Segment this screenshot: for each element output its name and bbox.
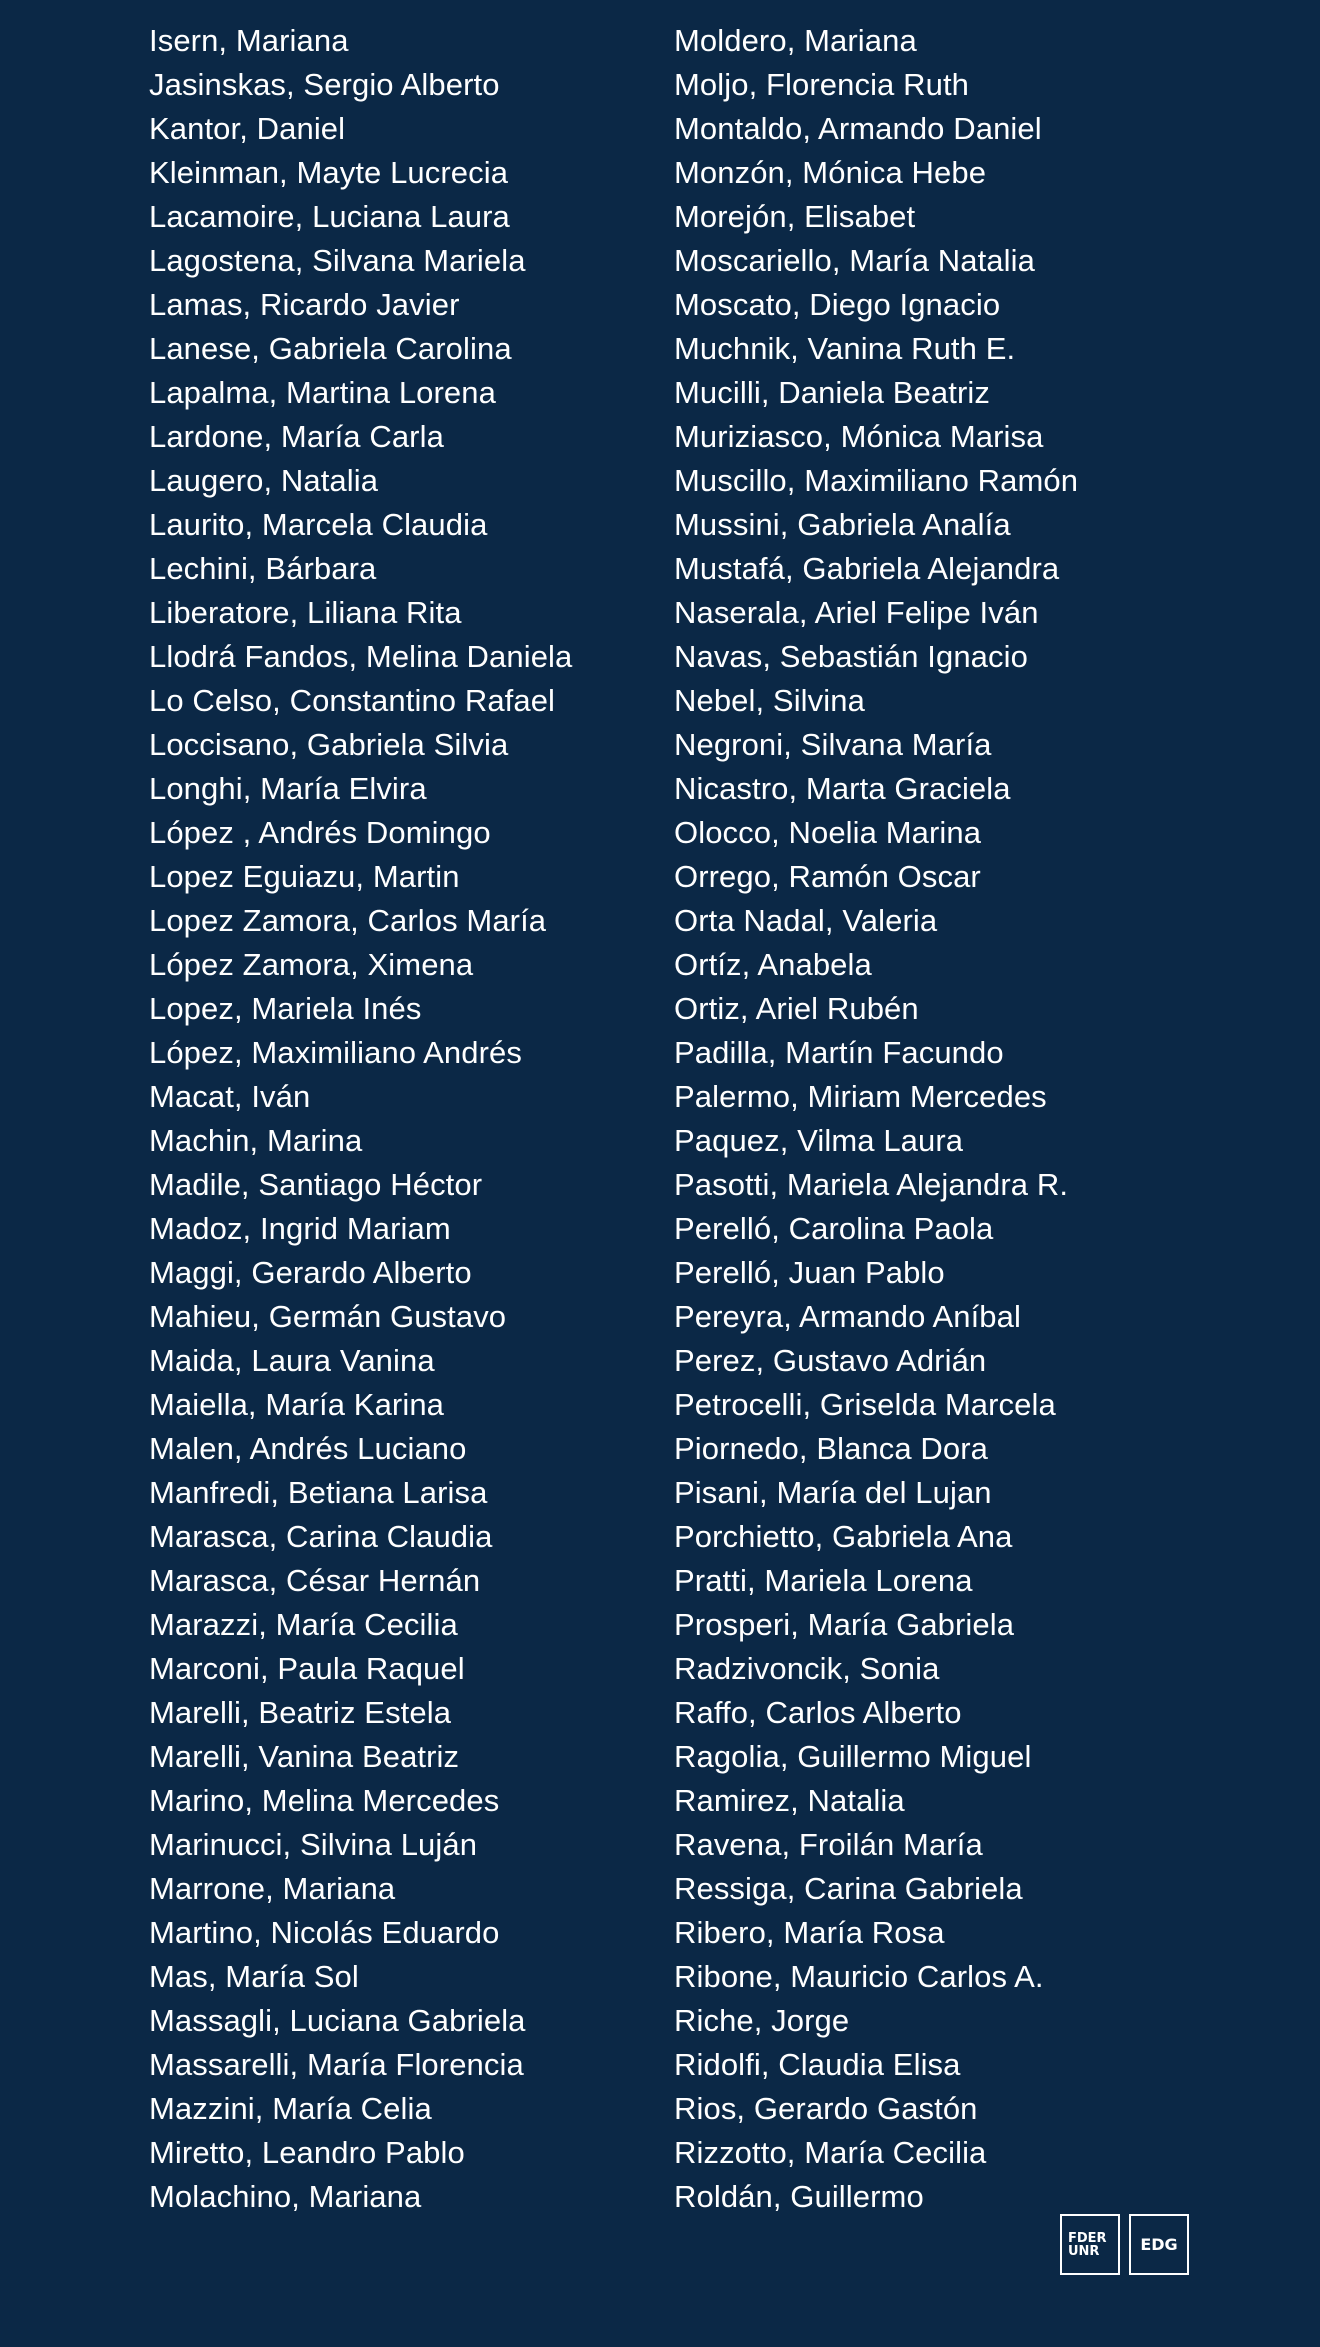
name-entry: Ortíz, Anabela — [674, 947, 872, 982]
unr-logo-text: UNR — [1068, 2243, 1100, 2259]
name-entry: Ortiz, Ariel Rubén — [674, 991, 919, 1026]
name-entry: Kantor, Daniel — [149, 111, 346, 146]
name-entry: Rios, Gerardo Gastón — [674, 2091, 978, 2126]
name-entry: Marrone, Mariana — [149, 1871, 396, 1906]
name-entry: Kleinman, Mayte Lucrecia — [149, 155, 509, 190]
name-entry: López , Andrés Domingo — [149, 815, 491, 850]
name-entry: Orrego, Ramón Oscar — [674, 859, 981, 894]
name-entry: Navas, Sebastián Ignacio — [674, 639, 1028, 674]
name-entry: Isern, Mariana — [149, 23, 349, 58]
name-entry: Marelli, Vanina Beatriz — [149, 1739, 460, 1774]
name-entry: Molachino, Mariana — [149, 2179, 422, 2214]
fder-logo-text: FDER — [1068, 2230, 1107, 2246]
name-entry: Perelló, Juan Pablo — [674, 1255, 945, 1290]
name-entry: Miretto, Leandro Pablo — [149, 2135, 465, 2170]
name-entry: Montaldo, Armando Daniel — [674, 111, 1042, 146]
name-entry: Lopez Eguiazu, Martin — [149, 859, 460, 894]
name-entry: Lanese, Gabriela Carolina — [149, 331, 512, 366]
name-entry: Maiella, María Karina — [149, 1387, 444, 1422]
name-entry: Olocco, Noelia Marina — [674, 815, 982, 850]
name-entry: Llodrá Fandos, Melina Daniela — [149, 639, 573, 674]
name-entry: Roldán, Guillermo — [674, 2179, 924, 2214]
name-entry: Mahieu, Germán Gustavo — [149, 1299, 507, 1334]
name-entry: Moscariello, María Natalia — [674, 243, 1035, 278]
name-entry: Jasinskas, Sergio Alberto — [149, 67, 500, 102]
name-entry: Marino, Melina Mercedes — [149, 1783, 500, 1818]
name-entry: Mas, María Sol — [149, 1959, 359, 1994]
name-entry: Ragolia, Guillermo Miguel — [674, 1739, 1032, 1774]
name-entry: Massagli, Luciana Gabriela — [149, 2003, 526, 2038]
name-entry: Moljo, Florencia Ruth — [674, 67, 969, 102]
name-entry: Mustafá, Gabriela Alejandra — [674, 551, 1060, 586]
names-column-left — [149, 19, 649, 2219]
name-entry: Lardone, María Carla — [149, 419, 444, 454]
edg-logo — [1129, 2214, 1189, 2275]
name-entry: Rizzotto, María Cecilia — [674, 2135, 987, 2170]
name-entry: Lacamoire, Luciana Laura — [149, 199, 510, 234]
name-entry: Ravena, Froilán María — [674, 1827, 983, 1862]
names-column-right — [674, 19, 1234, 2219]
name-entry: Maggi, Gerardo Alberto — [149, 1255, 472, 1290]
name-entry: Massarelli, María Florencia — [149, 2047, 524, 2082]
name-entry: Paquez, Vilma Laura — [674, 1123, 964, 1158]
name-entry: Laurito, Marcela Claudia — [149, 507, 488, 542]
name-entry: Ramirez, Natalia — [674, 1783, 905, 1818]
name-entry: Mazzini, María Celia — [149, 2091, 432, 2126]
name-entry: Petrocelli, Griselda Marcela — [674, 1387, 1056, 1422]
name-entry: Radzivoncik, Sonia — [674, 1651, 940, 1686]
name-entry: Marinucci, Silvina Luján — [149, 1827, 478, 1862]
name-entry: Pratti, Mariela Lorena — [674, 1563, 973, 1598]
name-entry: Longhi, María Elvira — [149, 771, 427, 806]
name-entry: Marazzi, María Cecilia — [149, 1607, 458, 1642]
name-entry: Malen, Andrés Luciano — [149, 1431, 467, 1466]
name-entry: Nicastro, Marta Graciela — [674, 771, 1011, 806]
name-entry: Lapalma, Martina Lorena — [149, 375, 496, 410]
name-entry: Muscillo, Maximiliano Ramón — [674, 463, 1079, 498]
name-entry: López Zamora, Ximena — [149, 947, 474, 982]
name-entry: Manfredi, Betiana Larisa — [149, 1475, 488, 1510]
name-entry: Raffo, Carlos Alberto — [674, 1695, 962, 1730]
name-entry: Lechini, Bárbara — [149, 551, 377, 586]
name-entry: Perelló, Carolina Paola — [674, 1211, 994, 1246]
name-entry: Pasotti, Mariela Alejandra R. — [674, 1167, 1069, 1202]
name-entry: Martino, Nicolás Eduardo — [149, 1915, 500, 1950]
name-entry: Muriziasco, Mónica Marisa — [674, 419, 1044, 454]
name-entry: Pisani, María del Lujan — [674, 1475, 992, 1510]
name-entry: Padilla, Martín Facundo — [674, 1035, 1004, 1070]
name-entry: Marelli, Beatriz Estela — [149, 1695, 452, 1730]
name-entry: López, Maximiliano Andrés — [149, 1035, 522, 1070]
name-entry: Porchietto, Gabriela Ana — [674, 1519, 1013, 1554]
name-entry: Ribone, Mauricio Carlos A. — [674, 1959, 1044, 1994]
logos — [1060, 2214, 1189, 2275]
name-entry: Piornedo, Blanca Dora — [674, 1431, 989, 1466]
name-entry: Madoz, Ingrid Mariam — [149, 1211, 451, 1246]
name-entry: Muchnik, Vanina Ruth E. — [674, 331, 1016, 366]
name-entry: Marconi, Paula Raquel — [149, 1651, 465, 1686]
name-entry: Marasca, Carina Claudia — [149, 1519, 493, 1554]
name-entry: Lo Celso, Constantino Rafael — [149, 683, 556, 718]
name-entry: Maida, Laura Vanina — [149, 1343, 435, 1378]
name-entry: Palermo, Miriam Mercedes — [674, 1079, 1047, 1114]
name-entry: Lopez, Mariela Inés — [149, 991, 422, 1026]
name-entry: Mussini, Gabriela Analía — [674, 507, 1011, 542]
edg-logo-text: EDG — [1140, 2235, 1178, 2254]
name-entry: Riche, Jorge — [674, 2003, 850, 2038]
name-entry: Lamas, Ricardo Javier — [149, 287, 460, 322]
name-entry: Lagostena, Silvana Mariela — [149, 243, 526, 278]
name-entry: Machin, Marina — [149, 1123, 363, 1158]
name-entry: Macat, Iván — [149, 1079, 311, 1114]
name-entry: Negroni, Silvana María — [674, 727, 992, 762]
name-entry: Pereyra, Armando Aníbal — [674, 1299, 1021, 1334]
name-entry: Orta Nadal, Valeria — [674, 903, 938, 938]
name-entry: Mucilli, Daniela Beatriz — [674, 375, 990, 410]
name-entry: Moscato, Diego Ignacio — [674, 287, 1001, 322]
name-entry: Lopez Zamora, Carlos María — [149, 903, 547, 938]
name-entry: Morejón, Elisabet — [674, 199, 916, 234]
name-entry: Loccisano, Gabriela Silvia — [149, 727, 509, 762]
name-entry: Ribero, María Rosa — [674, 1915, 945, 1950]
name-entry: Naserala, Ariel Felipe Iván — [674, 595, 1039, 630]
name-entry: Ressiga, Carina Gabriela — [674, 1871, 1023, 1906]
name-entry: Monzón, Mónica Hebe — [674, 155, 987, 190]
name-entry: Marasca, César Hernán — [149, 1563, 481, 1598]
name-entry: Liberatore, Liliana Rita — [149, 595, 462, 630]
name-entry: Ridolfi, Claudia Elisa — [674, 2047, 961, 2082]
name-entry: Perez, Gustavo Adrián — [674, 1343, 987, 1378]
fder-unr-logo — [1060, 2214, 1120, 2275]
name-entry: Prosperi, María Gabriela — [674, 1607, 1015, 1642]
name-entry: Moldero, Mariana — [674, 23, 917, 58]
name-entry: Nebel, Silvina — [674, 683, 865, 718]
name-entry: Laugero, Natalia — [149, 463, 379, 498]
name-entry: Madile, Santiago Héctor — [149, 1167, 483, 1202]
